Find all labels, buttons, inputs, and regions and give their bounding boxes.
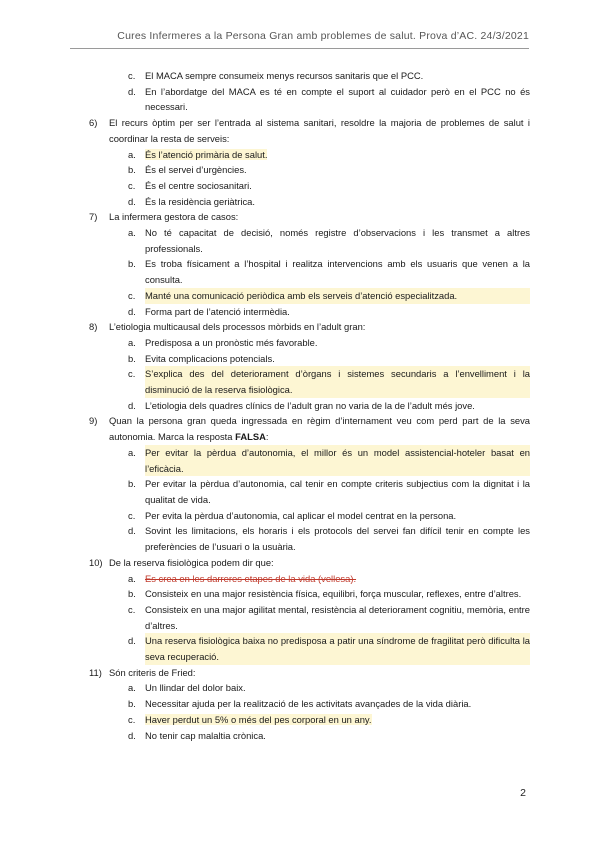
option-10b: b. Consisteix en una major resistència física, equilibri, força muscular, reflexes, entre d’altres. <box>128 588 522 600</box>
option-8b: b. Evita complicacions potencials. <box>128 352 275 364</box>
option-11b: b. Necessitar ajuda per la realització de les activitats avançades de la vida diària. <box>128 698 472 710</box>
option-7a: a. No té capacitat de decisió, només registre d’observacions i les transmet a altres professionals. <box>128 227 530 254</box>
option-6b: b. És el servei d’urgències. <box>128 164 247 176</box>
option-9a-highlighted: a. Per evitar la pèrdua d’autonomia, el millor és un model assistencial-hoteler basat en l’eficàcia. <box>89 445 530 476</box>
option-11a: a. Un llindar del dolor baix. <box>128 682 246 694</box>
option-10c: c. Consisteix en una major agilitat mental, resistència al deteriorament cognitiu, memòria, entre d’altres. <box>128 603 530 631</box>
option-6a-highlighted: a. És l’atenció primària de salut. <box>128 148 268 160</box>
option-6d: d. És la residència geriàtrica. <box>128 195 255 207</box>
option-11d: d. No tenir cap malaltia crònica. <box>128 729 266 741</box>
option-8a: a. Predisposa a un pronòstic més favorable. <box>128 336 318 348</box>
exam-content <box>89 68 530 743</box>
option-10d-highlighted: d. Una reserva fisiològica baixa no predisposa a patir una síndrome de fragilitat però dificulta la seva recuperació. <box>89 633 530 664</box>
running-header: Cures Infermeres a la Persona Gran amb problemes de salut. Prova d’AC. 24/3/2021 <box>117 30 529 42</box>
header-divider <box>70 48 529 49</box>
option-7d: d. Forma part de l’atenció intermèdia. <box>128 305 290 317</box>
question-11: 11) Són criteris de Fried: <box>89 666 196 678</box>
question-8: 8) L’etiologia multicausal dels processos mòrbids en l’adult gran: <box>89 321 366 333</box>
false-keyword: FALSA <box>235 431 266 443</box>
page-number: 2 <box>520 787 526 799</box>
option-7c-highlighted: c. Manté una comunicació periòdica amb els serveis d’atenció especialitzada. <box>89 288 530 304</box>
question-6: 6) El recurs òptim per ser l’entrada al sistema sanitari, resoldre la majoria de problemes de salut i coordinar la resta de serveis: <box>89 117 530 144</box>
option-11c-highlighted: c. Haver perdut un 5% o més del pes corporal en un any. <box>128 713 372 725</box>
option-c-continued: c. El MACA sempre consumeix menys recursos sanitaris que el PCC. <box>128 70 424 81</box>
question-10: 10) De la reserva fisiològica podem dir que: <box>89 556 274 568</box>
option-d-continued: d. En l’abordatge del MACA es té en compte el suport al cuidador però en el PCC no és necessari. <box>128 85 530 113</box>
question-7: 7) La infermera gestora de casos: <box>89 211 239 223</box>
option-9c: c. Per evita la pèrdua d’autonomia, cal aplicar el model centrat en la persona. <box>128 509 457 521</box>
option-9d: d. Sovint les limitacions, els horaris i els protocols del servei fan difícil tenir en compte les preferències de l’usuari o la usuària. <box>128 525 530 553</box>
option-7b: b. Es troba físicament a l’hospital i realitza intervencions amb els usuaris que venen a la consulta. <box>128 258 530 286</box>
question-9: 9) Quan la persona gran queda ingressada en règim d’internament veu com perd part de la seva autonomia. Marca la resposta FALSA: <box>89 415 530 443</box>
option-10a-struck: a. Es crea en les darreres etapes de la vida (vellesa). <box>128 572 357 584</box>
option-6c: c. És el centre sociosanitari. <box>128 179 252 191</box>
option-9b: b. Per evitar la pèrdua d’autonomia, cal tenir en compte criteris subjectius com la dignitat i la qualitat de vida. <box>128 478 530 505</box>
option-8c-highlighted: c. S’explica des del deteriorament d’òrgans i sistemes secundaris a l’envelliment i la disminució de la reserva fisiològica. <box>89 366 530 397</box>
option-8d: d. L’etiologia dels quadres clínics de l’adult gran no varia de la de l’adult més jove. <box>128 399 475 411</box>
